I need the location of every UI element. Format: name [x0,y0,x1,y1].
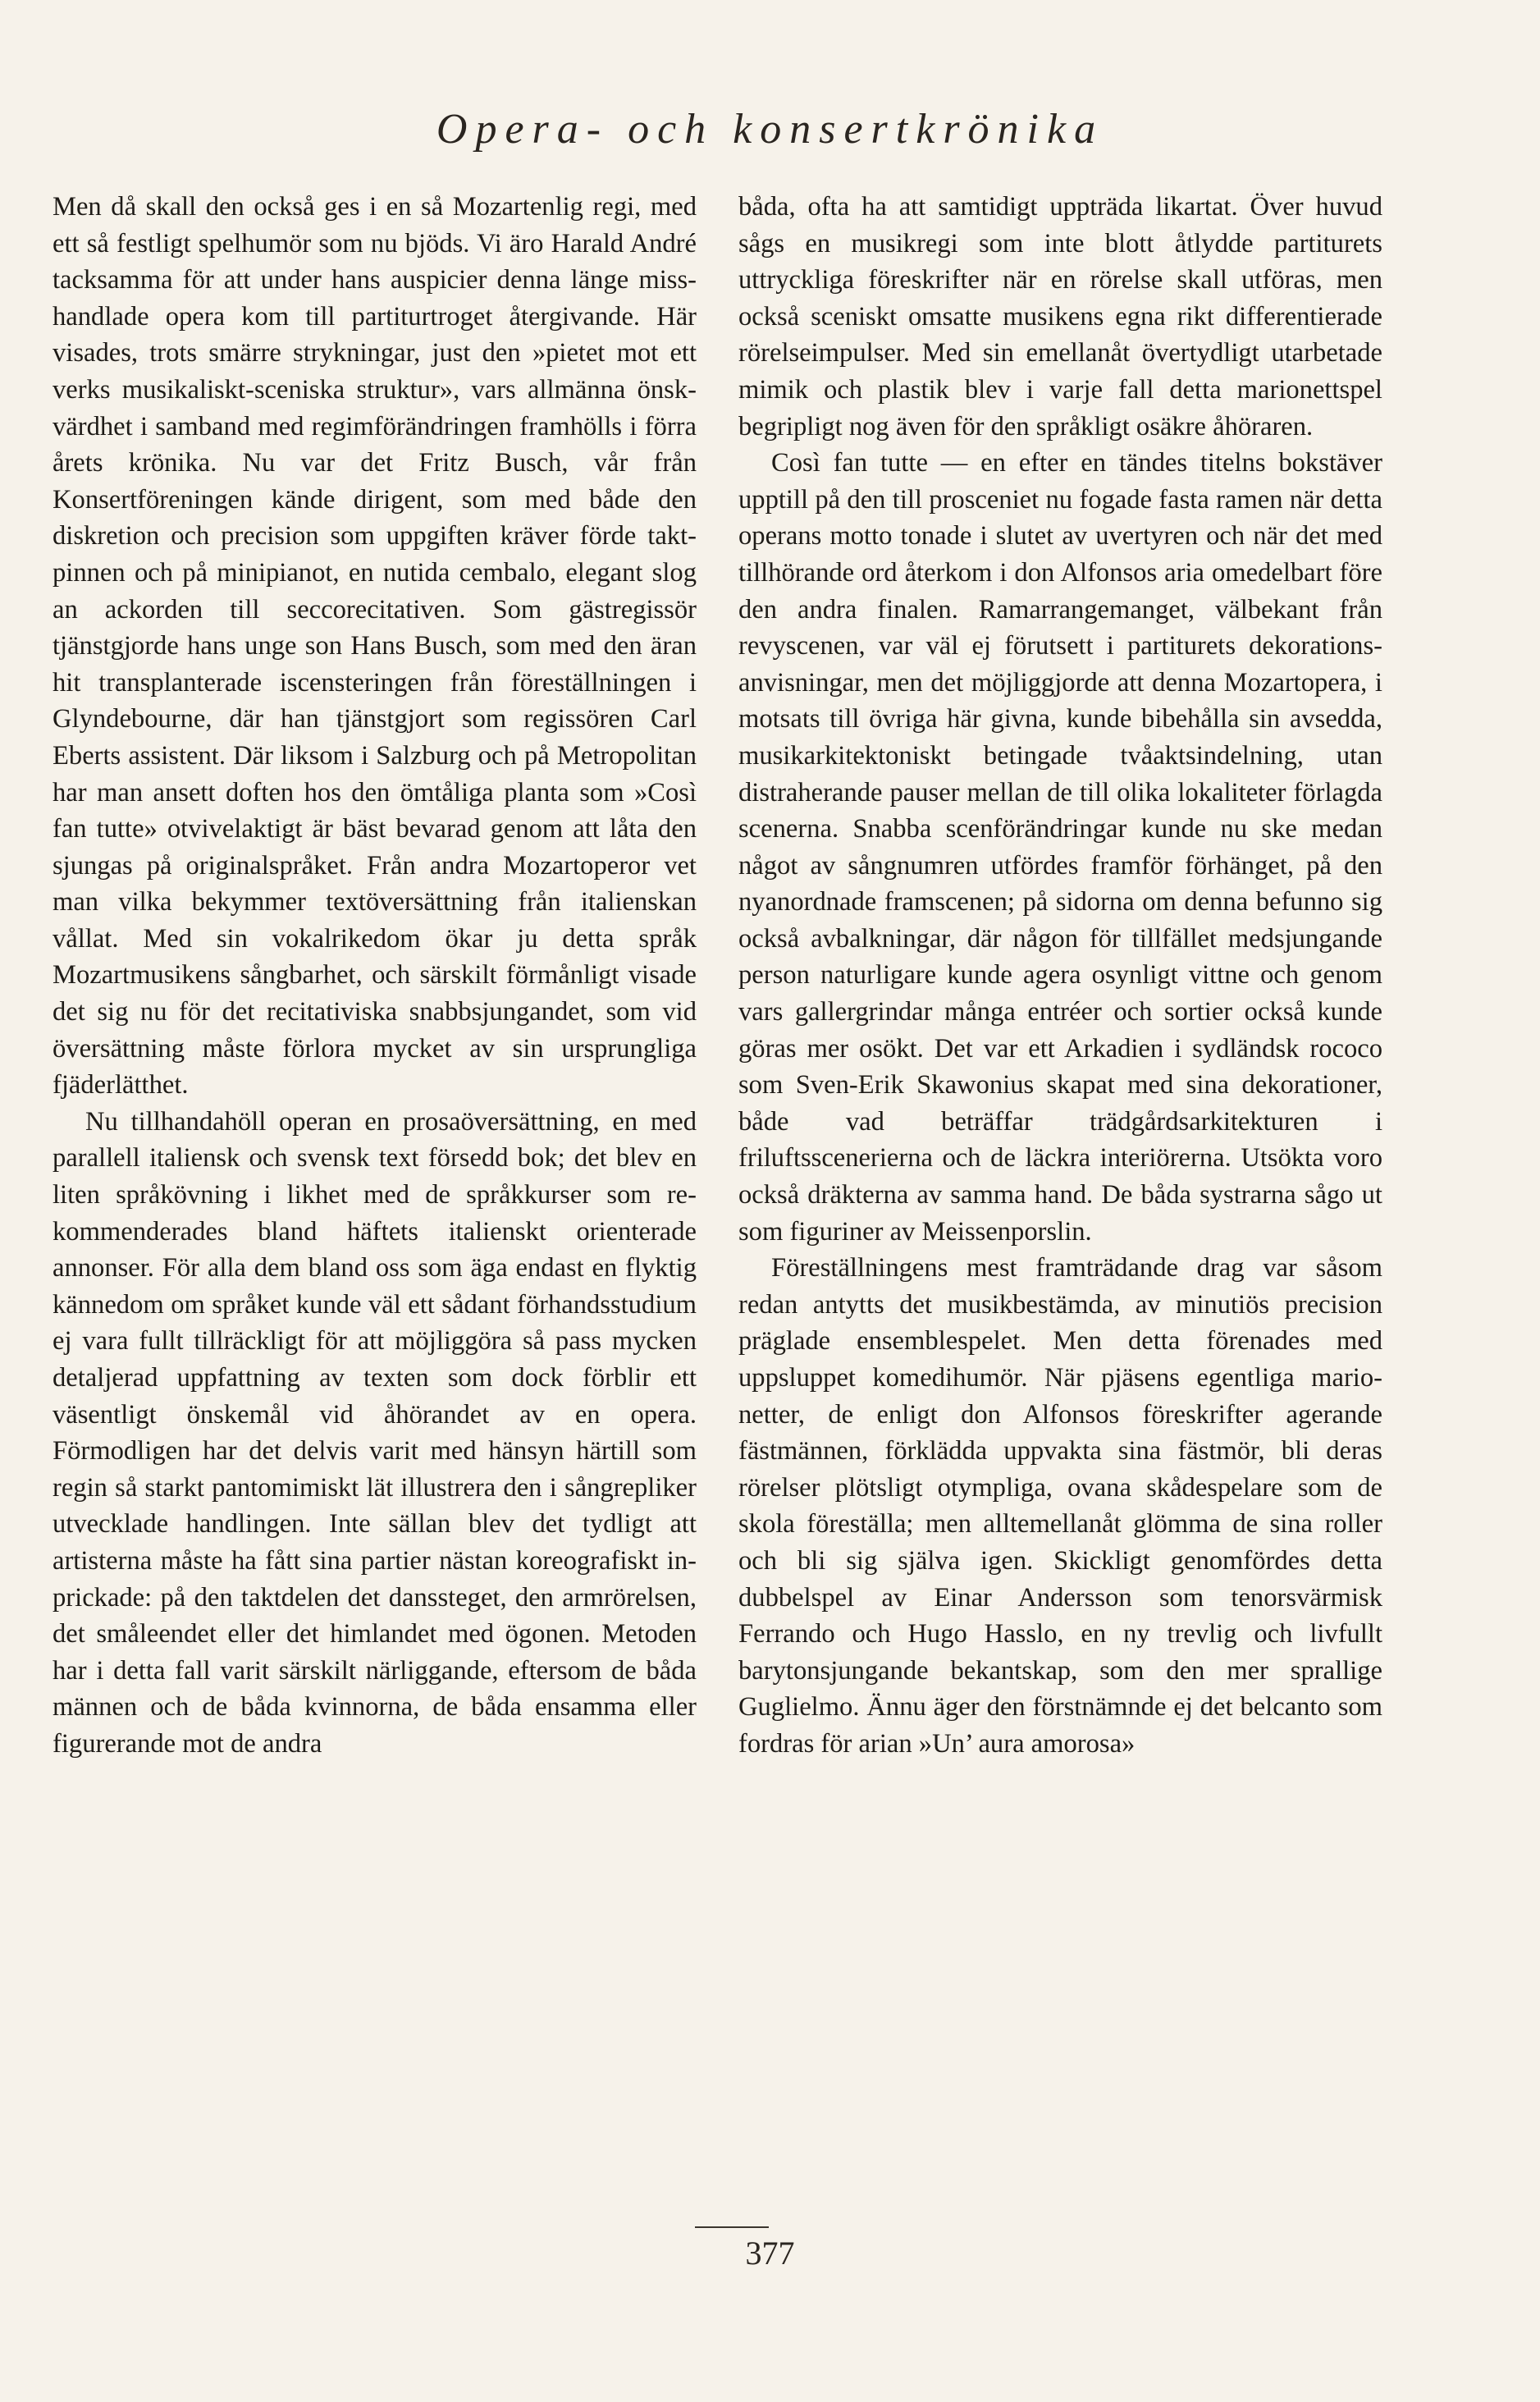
paragraph: Föreställningens mest framträdande drag var såsom redan antytts det musikbestämda, av minutiös precision präglade ensemblespelet. Men detta förenades med uppsluppet komedihumör. När pjäsens egentliga marionetter, de enligt don Alfonsos föreskrifter agerande fästmännen, förklädda uppvakta sina fästmör, bli deras rörelser plötsligt otympliga, ovana skådespelare som de skola föreställa; men alltemellanåt glömma de sina roller och bli sig själva igen. Skickligt genomfördes detta dubbelspel av Einar Andersson som tenorsvärmisk Ferrando och Hugo Hasslo, en ny trevlig och livfullt barytonsjungande bekantskap, som den mer sprallige Guglielmo. Ännu äger den förstnämnde ej det belcanto som fordras för arian »Un’ aura amorosa» [738,1253,1382,1759]
footer-rule [695,2226,769,2228]
paragraph: Men då skall den också ges i en så Mozartenlig regi, med ett så festligt spelhumör som nu bjöds. Vi äro Harald André tacksamma för att under hans auspicier denna länge misshandlade opera kom till partiturtroget återgivande. Här visades, trots smärre strykningar, just den »pietet mot ett verks musikaliskt-sceniska struktur», vars allmänna önskvärdhet i samband med regimförändringen framhölls i förra årets krönika. Nu var det Fritz Busch, vår från Konsertföreningen kände dirigent, som med både den diskretion och precision som uppgiften kräver förde taktpinnen och på minipianot, en nutida cembalo, elegant slog an ackorden till seccorecitativen. Som gästregissör tjänstgjorde hans unge son Hans Busch, som med den äran hit transplanterade iscensteringen från föreställningen i Glyndebourne, där han tjänstgjort som regissören Carl Eberts assistent. Där liksom i Salzburg och på Metropolitan har man ansett doften hos den ömtåliga planta som »Così fan tutte» otvivelaktigt är bäst bevarad genom att låta den sjungas på originalspråket. Från andra Mozartoperor vet man vilka bekymmer textöversättning från italienskan vållat. Med sin vokalrikedom ökar ju detta språk Mozartmusikens sångbarhet, och särskilt förmånligt visade det sig nu för det recitativiska snabbsjungandet, som vid översättning måste förlora mycket av sin ursprungliga fjäderlätthet. [53,192,697,1100]
running-header: Opera- och konsertkrönika [436,106,1104,153]
paragraph: Così fan tutte — en efter en tändes titelns bokstäver upptill på den till prosceniet nu fogade fasta ramen när detta operans motto tonade i slutet av uvertyren och när det med tillhörande ord återkom i don Alfonsos aria omedelbart före den andra finalen. Ramarrangemanget, välbekant från revyscenen, var väl ej förutsett i partiturets dekorationsanvisningar, men det möjliggjorde att denna Mozartopera, i motsats till övriga här givna, kunde bibehålla sin avsedda, musikarkitektoniskt betingade tvåaktsindelning, utan distraherande pauser mellan de till olika lokaliteter förlagda scenerna. Snabba scenförändringar kunde nu ske medan något av sångnumren utfördes framför förhänget, på den nyanordnade framscenen; på sidorna om denna befunno sig också avbalkningar, där någon för tillfället medsjungande person naturligare kunde agera osynligt vittne och genom vars gallergrindar många entréer och sortier också kunde göras mer osökt. Det var ett Arkadien i sydländsk rococo som Sven-Erik Skawonius skapat med sina dekorationer, både vad beträffar trädgårdsarkitekturen i friluftsscenerierna och de läckra interiörerna. Utsökta voro också dräkterna av samma hand. De båda systrarna sågo ut som figuriner av Meissenporslin. [738,448,1382,1247]
paragraph: Nu tillhandahöll operan en prosaöversättning, en med parallell italiensk och svensk text försedd bok; det blev en liten språkövning i likhet med de språkkurser som rekommenderades bland häftets italienskt orienterade annonser. För alla dem bland oss som äga endast en flyktig kännedom om språket kunde väl ett sådant förhandsstudium ej vara fullt tillräckligt för att möjliggöra så pass mycken detaljerad uppfattning av texten som dock förblir ett väsentligt önskemål vid åhörandet av en opera. Förmodligen har det delvis varit med hänsyn härtill som regin så starkt pantomimiskt lät illustrera den i sångrepliker utvecklade handlingen. Inte sällan blev det tydligt att artisterna måste ha fått sina partier nästan koreografiskt inprickade: på den taktdelen det danssteget, den armrörelsen, det småleendet eller det himlandet med ögonen. Metoden har i detta fall varit särskilt närliggande, eftersom de båda männen och de båda kvinnorna, de båda ensamma eller figurerande mot de andra [53,1106,697,1759]
paragraph: båda, ofta ha att samtidigt uppträda likartat. Över huvud sågs en musikregi som inte blott åtlydde partiturets uttryckliga föreskrifter när en rörelse skall utföras, men också sceniskt omsatte musikens egna rikt differentierade rörelseimpulser. Med sin emellanåt övertydligt utarbetade mimik och plastik blev i varje fall detta marionettspel begripligt nog även för den språkligt osäkre åhöraren. [738,192,1382,442]
right-column [738,189,1382,1763]
left-column [53,189,697,1763]
page-number: 377 [745,2235,795,2272]
